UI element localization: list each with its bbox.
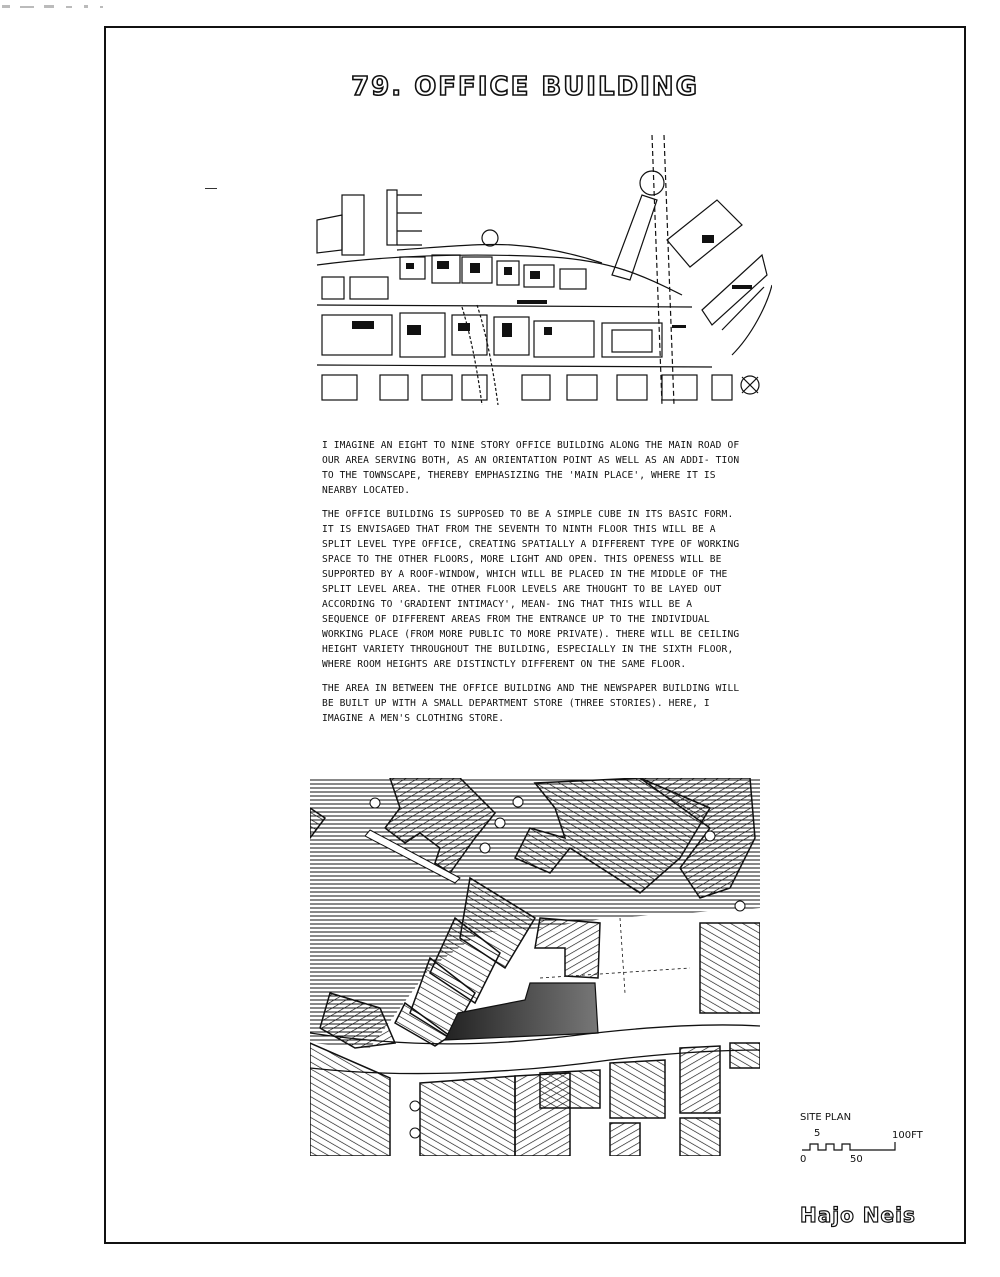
town-overview-map	[312, 135, 772, 405]
scale-bar	[800, 1140, 900, 1154]
scale-bottom-mid: 50	[850, 1154, 863, 1165]
author-signature: Hajo Neis	[800, 1203, 916, 1227]
body-text	[322, 438, 742, 735]
scan-specks	[0, 0, 120, 14]
scale-bottom-left: 0	[800, 1154, 807, 1165]
scale-top-right: 100FT	[892, 1130, 923, 1141]
site-plan-label: SITE PLAN	[800, 1112, 852, 1123]
site-plan-drawing	[310, 778, 760, 1156]
paragraph-1: I IMAGINE AN EIGHT TO NINE STORY OFFICE BUILDING ALONG THE MAIN ROAD OF OUR AREA SERVING BOTH, AS AN ORIENTATION POINT AS WELL AS AN ADDI- TION TO THE TOWNSCAPE, THEREBY EMPHASIZING THE 'MAIN PLACE', WHERE IT IS NEARBY LOCATED.	[322, 440, 740, 496]
page-title: 79. OFFICE BUILDING	[351, 72, 699, 102]
paragraph-2: THE OFFICE BUILDING IS SUPPOSED TO BE A SIMPLE CUBE IN ITS BASIC FORM. IT IS ENVISAGED THAT FROM THE SEVENTH TO NINTH FLOOR THIS WILL BE A SPLIT LEVEL TYPE OFFICE, CREATING SPATIALLY A DIFFERENT TYPE OF WORKING SPACE TO THE OTHER FLOORS, MORE LIGHT AND OPEN. THIS OPENESS WILL BE SUPPORTED BY A ROOF-WINDOW, WHICH WILL BE PLACED IN THE MIDDLE OF THE SPLIT LEVEL AREA. THE OTHER FLOOR LEVELS ARE THOUGHT TO BE LAYED OUT ACCORDING TO 'GRADIENT INTIMACY', MEAN- ING THAT THIS WILL BE A SEQUENCE OF DIFFERENT AREAS FROM THE ENTRANCE UP TO THE INDIVIDUAL WORKING PLACE (FROM MORE PUBLIC TO MORE PRIVATE). THERE WILL BE CEILING HEIGHT VARIETY THROUGHOUT THE BUILDING, ESPECIALLY IN THE SIXTH FLOOR, WHERE ROOM HEIGHTS ARE DISTINCTLY DIFFERENT ON THE SAME FLOOR.	[322, 509, 740, 670]
paragraph-3: THE AREA IN BETWEEN THE OFFICE BUILDING AND THE NEWSPAPER BUILDING WILL BE BUILT UP WITH A SMALL DEPARTMENT STORE (THREE STORIES). HERE, I IMAGINE A MEN'S CLOTHING STORE.	[322, 683, 740, 724]
scale-top-left: 5	[814, 1128, 821, 1139]
north-arrow-icon	[741, 376, 759, 394]
site-plan-scale	[800, 1112, 923, 1172]
